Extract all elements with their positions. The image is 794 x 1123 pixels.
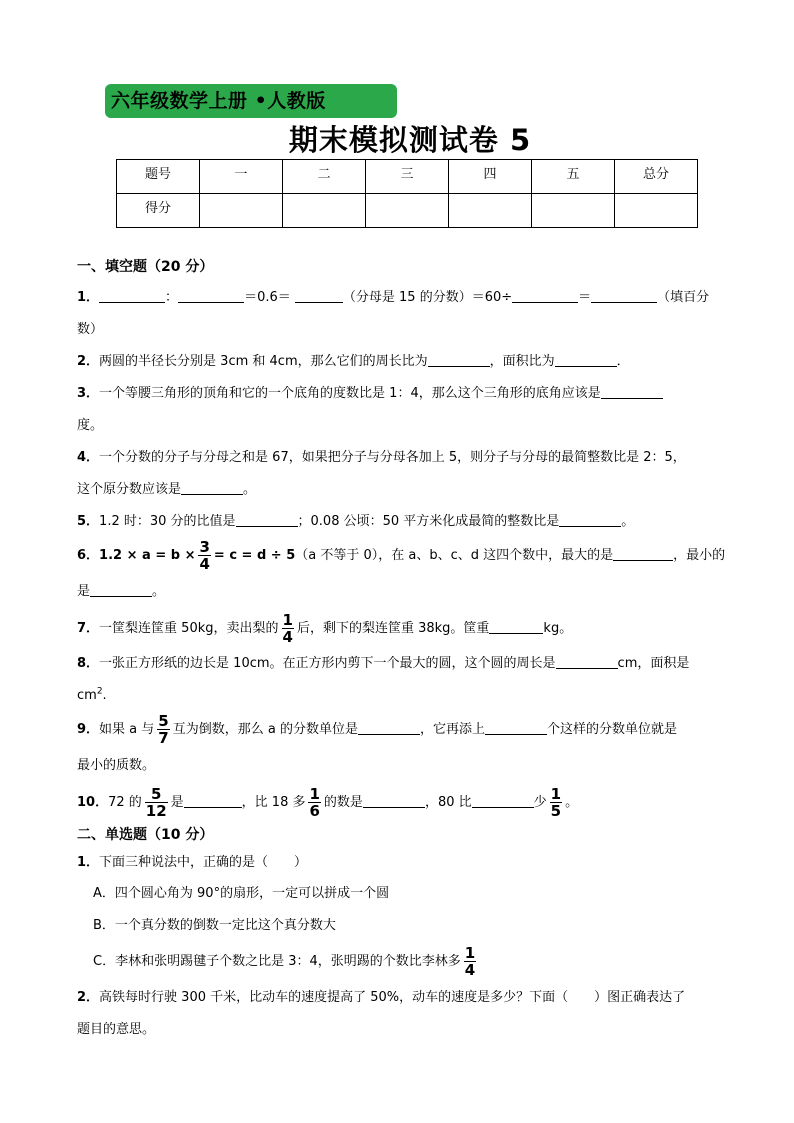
- question-text: 72 的: [108, 795, 142, 810]
- score-cell: 二: [283, 160, 366, 194]
- fraction-denominator: 4: [199, 555, 210, 573]
- choice-question-2: [77, 982, 749, 1046]
- fraction: [308, 786, 320, 819]
- score-cell: 一: [200, 160, 283, 194]
- question-text: 后，剩下的梨连筐重 38kg。筐重: [296, 621, 490, 636]
- question-number: 1．: [77, 855, 100, 870]
- fraction: [145, 786, 168, 819]
- score-header-row: [117, 160, 698, 194]
- question-number: 8．: [77, 656, 100, 671]
- option-b[interactable]: [77, 910, 749, 942]
- fraction-denominator: 5: [550, 802, 562, 820]
- question-text: 如果 a 与: [99, 722, 155, 737]
- answer-blank[interactable]: [428, 352, 490, 367]
- question-text: 高铁每时行驶 300 千米，比动车的速度提高了 50%，动车的速度是多少？下面（ ）图正确表达了: [99, 990, 686, 1005]
- answer-blank[interactable]: [555, 352, 617, 367]
- question-text: 。: [621, 514, 635, 529]
- score-table: [116, 159, 698, 228]
- question-text: （填百分: [657, 290, 710, 305]
- score-cell: 题号: [117, 160, 200, 194]
- question-2: [77, 346, 749, 378]
- choice-question-1: [77, 848, 749, 878]
- score-cell: 得分: [117, 194, 200, 228]
- answer-blank[interactable]: [559, 512, 621, 527]
- answer-blank[interactable]: [556, 654, 618, 669]
- fraction-numerator: 1: [282, 611, 293, 629]
- score-cell: 五: [532, 160, 615, 194]
- superscript: 2: [96, 686, 103, 697]
- question-text: 最小的质数。: [77, 758, 156, 773]
- question-4: [77, 442, 749, 506]
- question-number: 3．: [77, 386, 100, 401]
- score-cell: 四: [449, 160, 532, 194]
- score-input-cell[interactable]: [200, 194, 283, 228]
- question-3: [77, 378, 749, 442]
- answer-blank[interactable]: [358, 720, 420, 735]
- question-text: 下面三种说法中，正确的是（ ）: [99, 855, 308, 870]
- question-text: ＝: [578, 290, 592, 305]
- question-1: [77, 282, 749, 346]
- question-text: ；0.08 公顷：50 平方米化成最简的整数比是: [297, 514, 560, 529]
- grade-badge-text: 六年级数学上册 •人教版: [111, 90, 326, 112]
- question-text: cm，面积是: [617, 656, 690, 671]
- question-5: [77, 506, 749, 538]
- fraction: [464, 945, 476, 978]
- fraction-numerator: 3: [199, 538, 210, 556]
- fraction-denominator: 12: [145, 802, 167, 820]
- question-text: 少: [533, 795, 547, 810]
- answer-blank[interactable]: [489, 619, 543, 634]
- question-text: （a 不等于 0），在 a、b、c、d 这四个数中，最大的是: [295, 548, 614, 563]
- question-text: 度。: [77, 418, 104, 433]
- question-number: 9．: [77, 722, 100, 737]
- question-6: [77, 538, 749, 610]
- question-text: 是: [170, 795, 184, 810]
- question-text: 一筐梨连筐重 50kg，卖出梨的: [99, 621, 279, 636]
- answer-blank[interactable]: [485, 720, 547, 735]
- answer-blank[interactable]: [601, 384, 663, 399]
- question-text: 的数是: [323, 795, 363, 810]
- question-text: 一个分数的分子与分母之和是 67，如果把分子与分母各加上 5，则分子与分母的最简整数比是 2：5，: [99, 450, 686, 465]
- question-text: ＝0.6＝: [244, 290, 291, 305]
- question-number: 6．: [77, 548, 100, 563]
- question-10: [77, 784, 749, 822]
- answer-blank[interactable]: [181, 480, 243, 495]
- question-9: [77, 712, 749, 784]
- answer-blank[interactable]: [236, 512, 298, 527]
- question-text: 两圆的半径长分别是 3cm 和 4cm，那么它们的周长比为: [99, 354, 428, 369]
- fraction-numerator: 1: [550, 785, 562, 803]
- question-number: 4．: [77, 450, 100, 465]
- answer-blank[interactable]: [472, 793, 534, 808]
- question-text: 。: [565, 795, 579, 810]
- fraction-denominator: 4: [282, 628, 293, 646]
- answer-blank[interactable]: [99, 288, 165, 303]
- section-heading: 一、填空题（20 分）: [77, 259, 214, 275]
- grade-badge: [105, 84, 397, 118]
- question-number: 2．: [77, 354, 100, 369]
- answer-blank[interactable]: [295, 288, 343, 303]
- question-text: 个这样的分数单位就是: [546, 722, 677, 737]
- answer-blank[interactable]: [184, 793, 242, 808]
- question-number: 7．: [77, 621, 100, 636]
- answer-blank[interactable]: [512, 288, 578, 303]
- option-a[interactable]: [77, 878, 749, 910]
- question-text: ，最小的: [673, 548, 726, 563]
- answer-blank[interactable]: [613, 546, 673, 561]
- fraction-denominator: 6: [309, 802, 320, 820]
- answer-blank[interactable]: [591, 288, 657, 303]
- option-text: C．李林和张明踢毽子个数之比是 3：4，张明踢的个数比李林多: [93, 954, 461, 969]
- question-text: kg。: [543, 621, 573, 636]
- score-value-row: [117, 194, 698, 228]
- question-7: [77, 610, 749, 648]
- score-input-cell[interactable]: [366, 194, 449, 228]
- fraction: [550, 786, 562, 819]
- option-text: A．四个圆心角为 90°的扇形，一定可以拼成一个圆: [93, 886, 390, 901]
- score-cell: 总分: [615, 160, 698, 194]
- score-input-cell[interactable]: [449, 194, 532, 228]
- math-expression: 1.2 × a = b ×: [99, 548, 196, 563]
- question-text: ，面积比为: [489, 354, 555, 369]
- question-text: 。: [243, 482, 257, 497]
- question-number: 2．: [77, 990, 100, 1005]
- question-content: [77, 252, 749, 1046]
- question-text: 1.2 时：30 分的比值是: [99, 514, 236, 529]
- question-text: ，它再添上: [419, 722, 485, 737]
- question-number: 1．: [77, 290, 100, 305]
- option-c[interactable]: [77, 942, 749, 982]
- question-text: 这个原分数应该是: [77, 482, 182, 497]
- score-cell: 三: [366, 160, 449, 194]
- question-text: 数）: [77, 322, 104, 337]
- question-text: 一个等腰三角形的顶角和它的一个底角的度数比是 1：4，那么这个三角形的底角应该是: [99, 386, 601, 401]
- question-number: 5．: [77, 514, 100, 529]
- question-text: .: [102, 688, 107, 703]
- question-text: cm: [77, 688, 97, 703]
- question-text: 是: [77, 584, 91, 599]
- page-title: 期末模拟测试卷 5: [288, 123, 532, 157]
- fraction-denominator: 4: [464, 961, 476, 979]
- answer-blank[interactable]: [178, 288, 244, 303]
- fraction-numerator: 1: [464, 944, 476, 962]
- section-heading: 二、单选题（10 分）: [77, 827, 214, 843]
- question-text: 题目的意思。: [77, 1022, 156, 1037]
- question-text: ，80 比: [424, 795, 472, 810]
- math-expression: = c = d ÷ 5: [213, 548, 296, 563]
- question-text: 一张正方形纸的边长是 10cm。在正方形内剪下一个最大的圆，这个圆的周长是: [99, 656, 556, 671]
- question-8: [77, 648, 749, 712]
- answer-blank[interactable]: [90, 582, 152, 597]
- fraction: [282, 612, 294, 645]
- question-text: （分母是 15 的分数）＝60÷: [342, 290, 513, 305]
- question-text: 互为倒数，那么 a 的分数单位是: [172, 722, 358, 737]
- fraction-numerator: 1: [309, 785, 320, 803]
- question-text: ．: [616, 354, 630, 369]
- score-input-cell[interactable]: [615, 194, 698, 228]
- fraction: [198, 539, 210, 572]
- question-text: ：: [165, 290, 179, 305]
- fraction: [157, 713, 169, 746]
- score-input-cell[interactable]: [283, 194, 366, 228]
- fraction-numerator: 5: [145, 786, 168, 803]
- fraction-numerator: 5: [158, 712, 169, 730]
- question-number: 10．: [77, 795, 109, 810]
- option-text: B．一个真分数的倒数一定比这个真分数大: [93, 918, 336, 933]
- question-text: 。: [152, 584, 166, 599]
- answer-blank[interactable]: [363, 793, 425, 808]
- question-text: ，比 18 多: [241, 795, 306, 810]
- fraction-denominator: 7: [158, 729, 169, 747]
- score-input-cell[interactable]: [532, 194, 615, 228]
